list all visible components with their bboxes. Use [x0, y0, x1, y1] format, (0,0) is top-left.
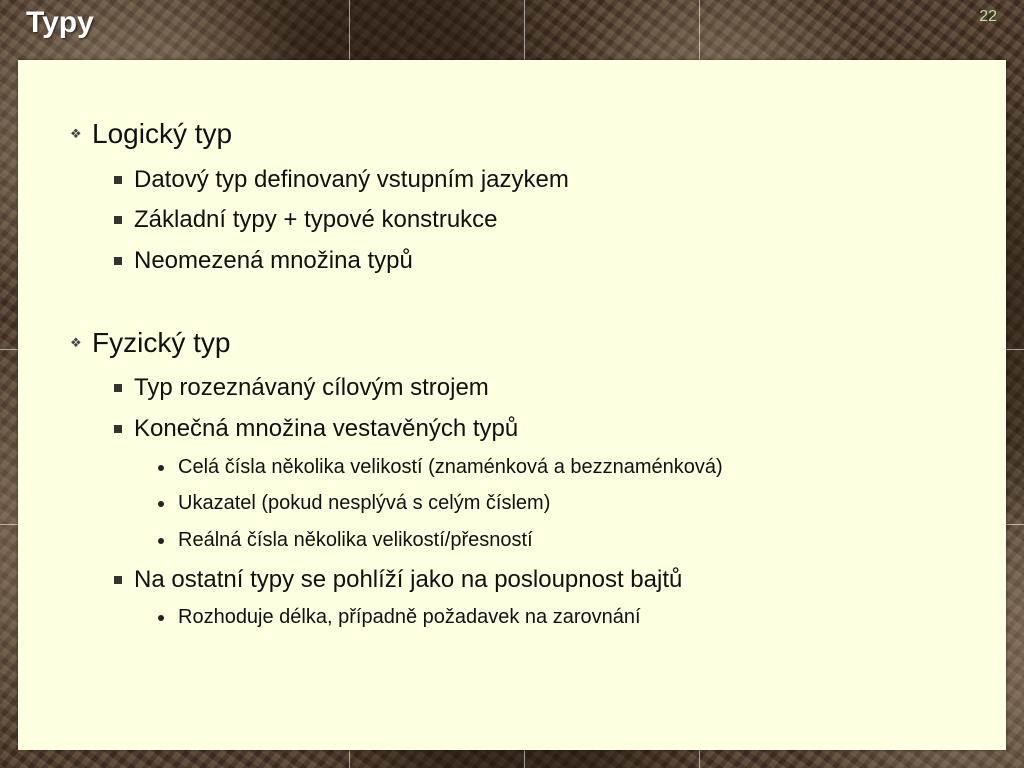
list-item-text: Konečná množina vestavěných typů	[134, 415, 519, 442]
heading-physical-type: Fyzický typ	[92, 327, 231, 358]
list-item	[114, 206, 498, 234]
bullet-logical-type	[70, 118, 232, 150]
sub-list-item-text: Reálná čísla několika velikostí/přesností	[178, 529, 533, 551]
sub-list-item	[156, 529, 533, 552]
list-item	[114, 374, 489, 402]
square-bullet-icon	[114, 576, 122, 584]
list-item-text: Na ostatní typy se pohlíží jako na posloupnost bajtů	[134, 566, 683, 593]
heading-logical-type: Logický typ	[92, 118, 233, 149]
content-panel	[18, 60, 1006, 750]
square-bullet-icon	[114, 257, 122, 265]
sub-list-item-text: Celá čísla několika velikostí (znaménková a bezznaménková)	[178, 456, 723, 478]
slide-title: Typy	[26, 6, 94, 39]
square-bullet-icon	[114, 425, 122, 433]
dot-bullet-icon	[158, 538, 164, 544]
diamond-bullet-icon: ❖	[70, 126, 82, 141]
square-bullet-icon	[114, 176, 122, 184]
list-item-text: Základní typy + typové konstrukce	[134, 206, 498, 233]
sub-list-item-text: Ukazatel (pokud nesplývá s celým číslem)	[178, 492, 551, 514]
bullet-physical-type	[70, 327, 230, 359]
list-item-text: Datový typ definovaný vstupním jazykem	[134, 166, 569, 193]
list-item-text: Typ rozeznávaný cílovým strojem	[134, 374, 489, 401]
diamond-bullet-icon: ❖	[70, 335, 82, 350]
slide-number: 22	[979, 8, 997, 25]
list-item	[114, 415, 518, 443]
dot-bullet-icon	[158, 465, 164, 471]
list-item	[114, 247, 413, 275]
sub-list-item-text: Rozhoduje délka, případně požadavek na zarovnání	[178, 606, 641, 628]
dot-bullet-icon	[158, 615, 164, 621]
list-item	[114, 566, 682, 594]
list-item	[114, 166, 569, 194]
sub-list-item	[156, 492, 550, 515]
square-bullet-icon	[114, 384, 122, 392]
dot-bullet-icon	[158, 501, 164, 507]
sub-list-item	[156, 606, 641, 629]
square-bullet-icon	[114, 216, 122, 224]
sub-list-item	[156, 456, 723, 479]
list-item-text: Neomezená množina typů	[134, 247, 413, 274]
